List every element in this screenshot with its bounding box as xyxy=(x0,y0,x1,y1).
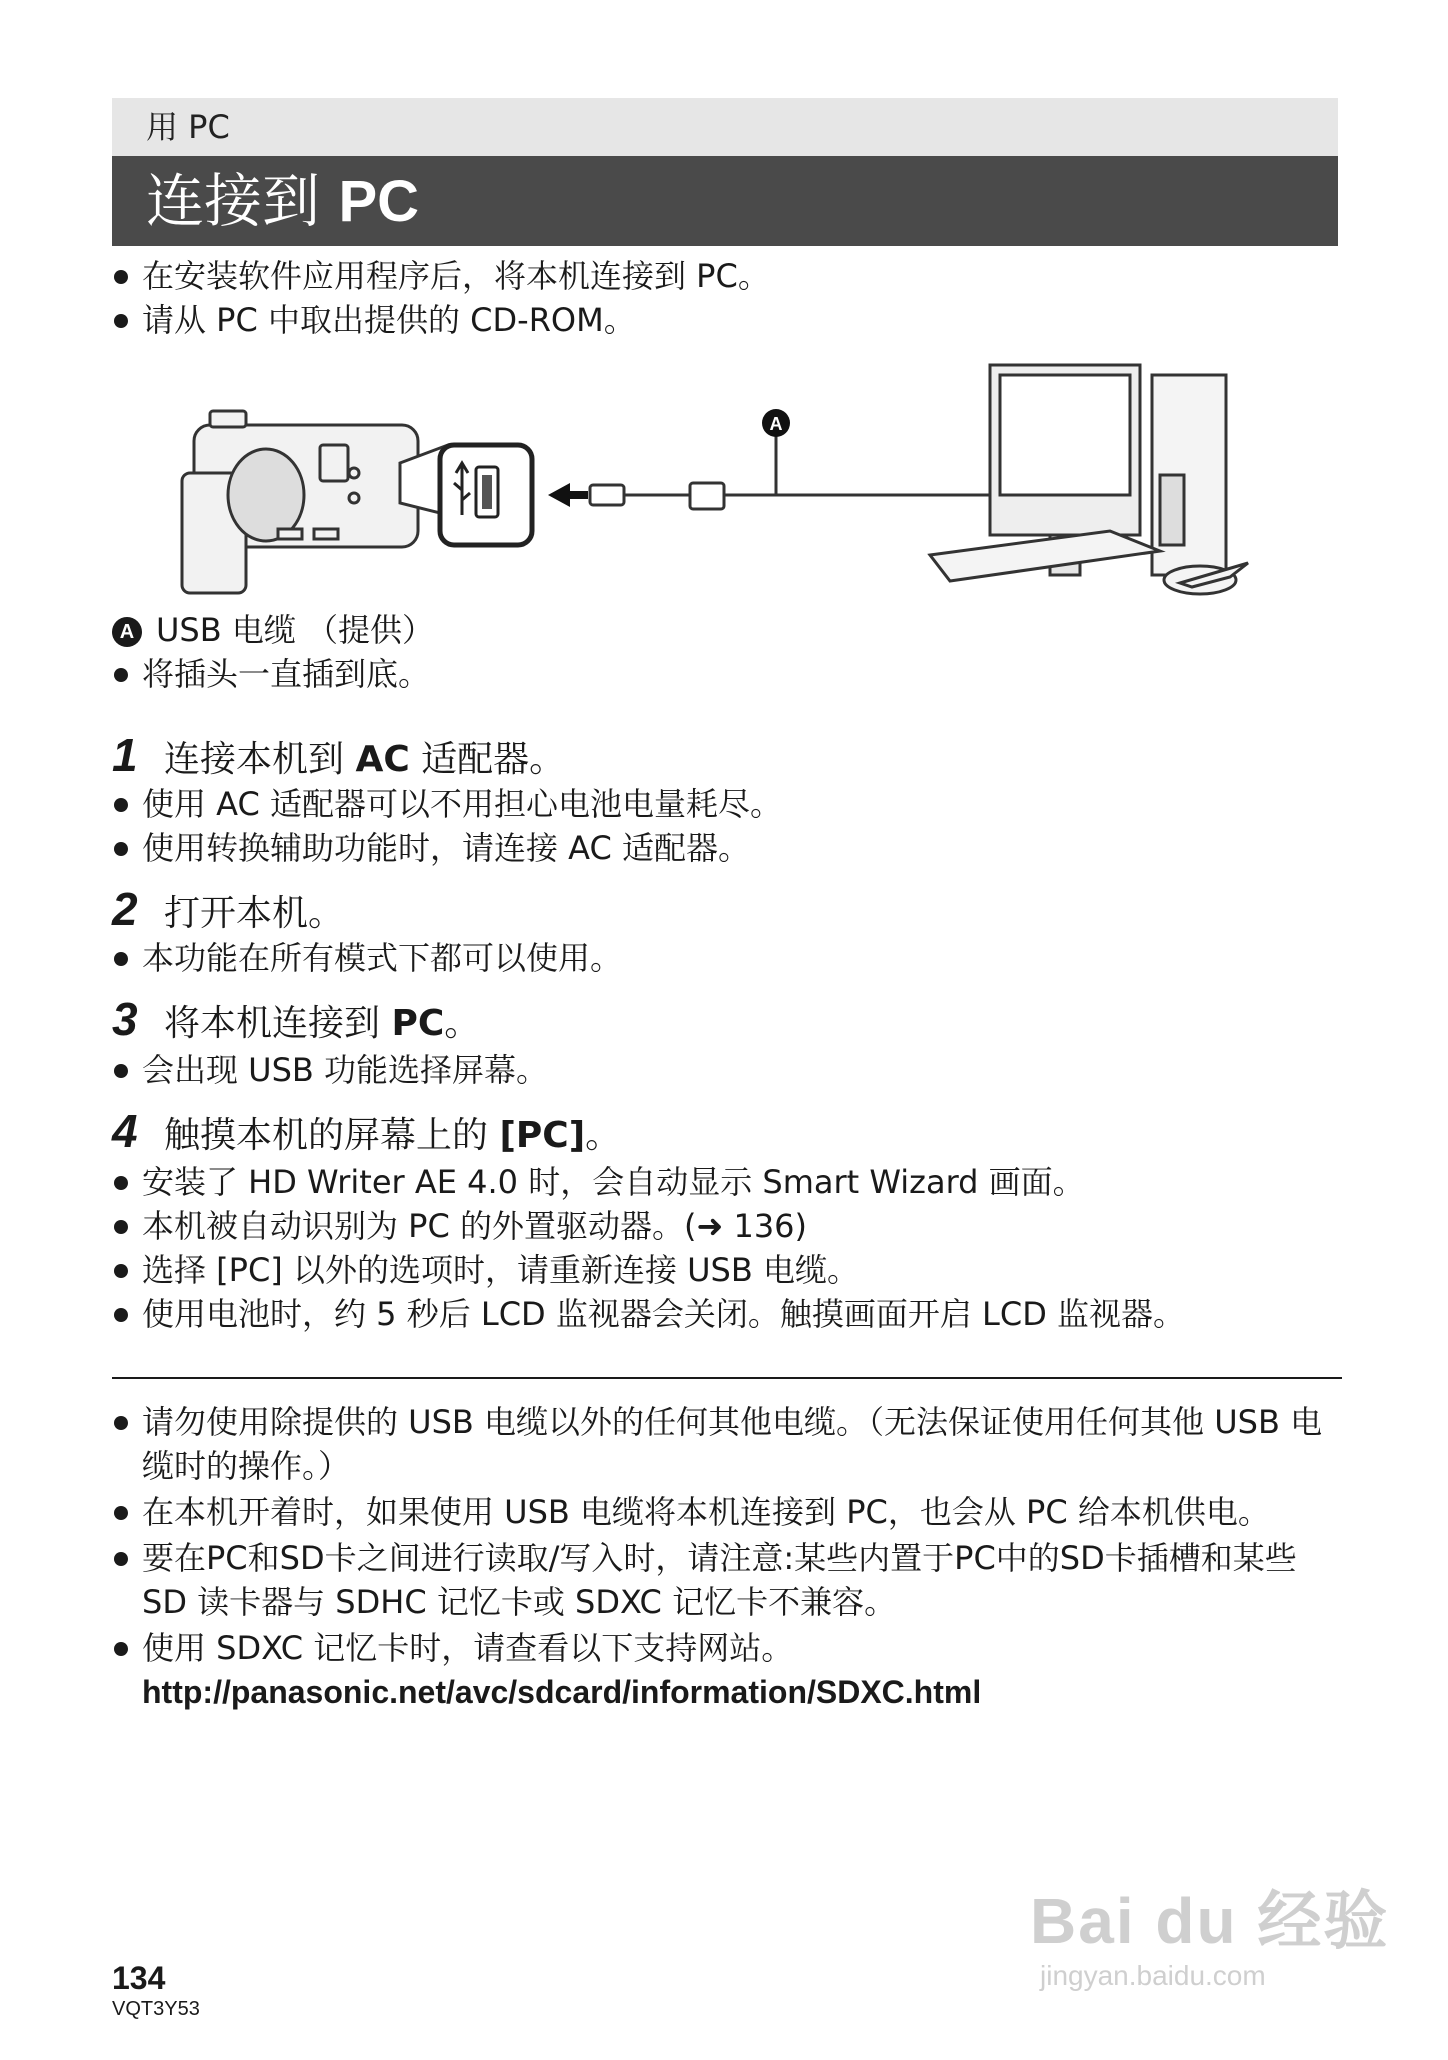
step-4-list xyxy=(112,1160,1342,1336)
list-item: 选择 [PC] 以外的选项时，请重新连接 USB 电缆。 xyxy=(112,1248,1342,1292)
arrow-icon xyxy=(548,483,588,507)
cable-caption: A USB 电缆 （提供） xyxy=(112,608,1342,652)
list-item: 将插头一直插到底。 xyxy=(112,652,1342,696)
list-item: 在本机开着时，如果使用 USB 电缆将本机连接到 PC，也会从 PC 给本机供电。 xyxy=(112,1490,1342,1534)
step-2-list xyxy=(112,936,1342,980)
list-item: 使用转换辅助功能时，请连接 AC 适配器。 xyxy=(112,826,1342,870)
step-1-heading: 1 连接本机到 AC 适配器。 xyxy=(112,729,566,781)
list-item: 要在PC和SD卡之间进行读取/写入时，请注意:某些内置于PC中的SD卡插槽和某些 SD 读卡器与 SDHC 记忆卡或 SDXC 记忆卡不兼容。 xyxy=(112,1536,1342,1624)
step-3-heading: 3 将本机连接到 PC。 xyxy=(112,993,481,1045)
list-item: 使用 SDXC 记忆卡时，请查看以下支持网站。 xyxy=(112,1626,1342,1670)
step-1-list xyxy=(112,782,1342,870)
page-number: 134 xyxy=(112,1960,166,1996)
list-item: 本机被自动识别为 PC 的外置驱动器。(➜ 136) xyxy=(112,1204,1342,1248)
watermark-site: jingyan.baidu.com xyxy=(1040,1960,1266,1991)
page-title: 连接到 PC xyxy=(112,156,1338,246)
section-label: 用 PC xyxy=(112,98,1338,156)
list-item: 在安装软件应用程序后，将本机连接到 PC。 xyxy=(112,254,1342,298)
list-item: 请从 PC 中取出提供的 CD-ROM。 xyxy=(112,298,1342,342)
list-item: 会出现 USB 功能选择屏幕。 xyxy=(112,1048,1342,1092)
model-code: VQT3Y53 xyxy=(112,1998,200,2020)
step-2-heading: 2 打开本机。 xyxy=(112,883,345,935)
step-4-heading: 4 触摸本机的屏幕上的 [PC]。 xyxy=(112,1105,622,1157)
list-item: 本功能在所有模式下都可以使用。 xyxy=(112,936,1342,980)
usb-cable xyxy=(590,435,1000,509)
list-item: 请勿使用除提供的 USB 电缆以外的任何其他电缆。（无法保证使用任何其他 USB 电缆时的操作。） xyxy=(112,1400,1342,1488)
support-url[interactable]: http://panasonic.net/avc/sdcard/information/SDXC.html xyxy=(142,1674,982,1710)
notes-list xyxy=(112,1400,1342,1714)
intro-list xyxy=(112,254,1342,342)
list-item: 使用电池时，约 5 秒后 LCD 监视器会关闭。触摸画面开启 LCD 监视器。 xyxy=(112,1292,1342,1336)
list-item: 使用 AC 适配器可以不用担心电池电量耗尽。 xyxy=(112,782,1342,826)
cable-marker xyxy=(762,409,790,437)
divider xyxy=(112,1377,1342,1379)
connection-illustration xyxy=(170,355,1250,605)
camcorder-image xyxy=(182,411,418,593)
svg-text:A: A xyxy=(769,414,783,434)
watermark-logo: Bai du 经验 xyxy=(1030,1885,1390,1957)
step-3-list xyxy=(112,1048,1342,1092)
usb-port-callout xyxy=(440,445,532,545)
marker-a-icon: A xyxy=(112,617,142,647)
list-item: 安装了 HD Writer AE 4.0 时，会自动显示 Smart Wizard 画面。 xyxy=(112,1160,1342,1204)
pc-image xyxy=(930,365,1248,594)
figure-caption xyxy=(112,608,1342,696)
